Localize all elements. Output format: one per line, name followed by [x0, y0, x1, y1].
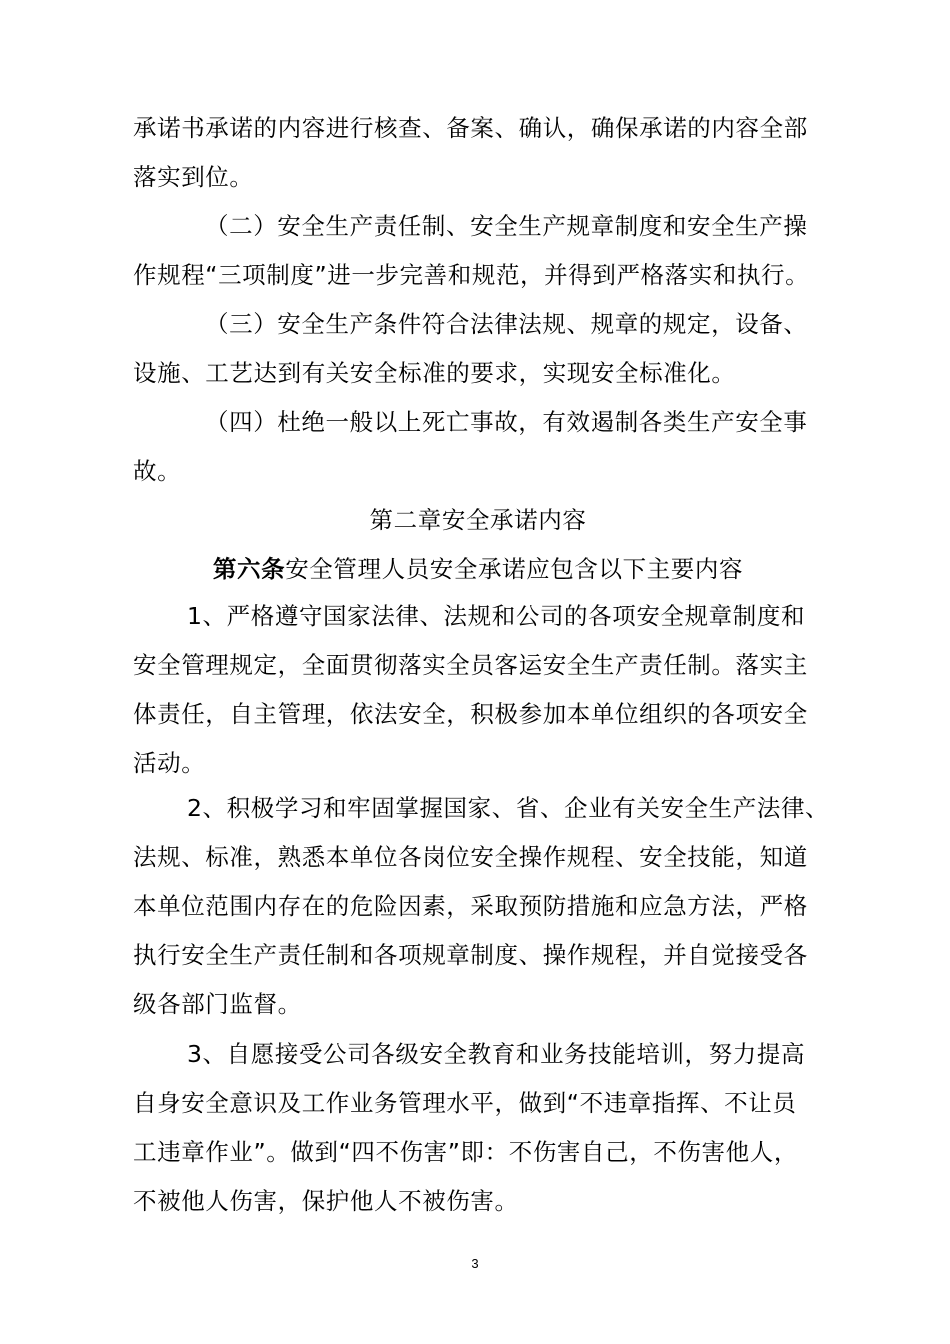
- paragraph-line: 不被他人伤害，保护他人不被伤害。: [133, 1187, 519, 1215]
- paragraph-line: 级各部门监督。: [133, 990, 302, 1018]
- paragraph-line: 1、严格遵守国家法律、法规和公司的各项安全规章制度和: [187, 602, 806, 630]
- paragraph-line: （四）杜绝一般以上死亡事故，有效遏制各类生产安全事: [205, 408, 808, 436]
- paragraph-line: 故。: [133, 457, 182, 485]
- item-3: [133, 1030, 823, 1226]
- paragraph-line: 安全管理规定，全面贯彻落实全员客运安全生产责任制。落实主: [133, 651, 808, 679]
- paragraph-line: 自身安全意识及工作业务管理水平，做到“不违章指挥、不让员: [133, 1089, 797, 1117]
- paragraph-line: （三）安全生产条件符合法律法规、规章的规定，设备、: [205, 310, 808, 338]
- chapter-heading: 第二章安全承诺内容: [369, 506, 587, 534]
- item-2: [133, 784, 830, 1029]
- paragraph-line: 体责任，自主管理，依法安全，积极参加本单位组织的各项安全: [133, 700, 808, 728]
- paragraph-line: 法规、标准，熟悉本单位各岗位安全操作规程、安全技能，知道: [133, 843, 808, 871]
- paragraph-line: 承诺书承诺的内容进行核查、备案、确认，确保承诺的内容全部: [133, 114, 808, 142]
- article-text: 安全管理人员安全承诺应包含以下主要内容: [285, 555, 744, 583]
- article-label: 第六条: [212, 555, 286, 583]
- paragraph-line: 本单位范围内存在的危险因素，采取预防措施和应急方法，严格: [133, 892, 808, 920]
- paragraph-line: 作规程“三项制度”进一步完善和规范，并得到严格落实和执行。: [133, 261, 810, 289]
- paragraph-line: 执行安全生产责任制和各项规章制度、操作规程，并自觉接受各: [133, 941, 808, 969]
- paragraph-line: 2、积极学习和牢固掌握国家、省、企业有关安全生产法律、: [187, 794, 830, 822]
- paragraph-line: 活动。: [133, 749, 206, 777]
- paragraph-line: 3、自愿接受公司各级安全教育和业务技能培训，努力提高: [187, 1040, 806, 1068]
- intro-section: [133, 104, 823, 594]
- paragraph-line: （二）安全生产责任制、安全生产规章制度和安全生产操: [205, 212, 808, 240]
- page-number: 3: [471, 1256, 479, 1271]
- paragraph-line: 设施、工艺达到有关安全标准的要求，实现安全标准化。: [133, 359, 736, 387]
- article-heading: [133, 545, 823, 594]
- paragraph-line: 落实到位。: [133, 163, 254, 191]
- paragraph-line: 工违章作业”。做到“四不伤害”即：不伤害自己，不伤害他人，: [133, 1138, 798, 1166]
- item-1: [133, 592, 823, 788]
